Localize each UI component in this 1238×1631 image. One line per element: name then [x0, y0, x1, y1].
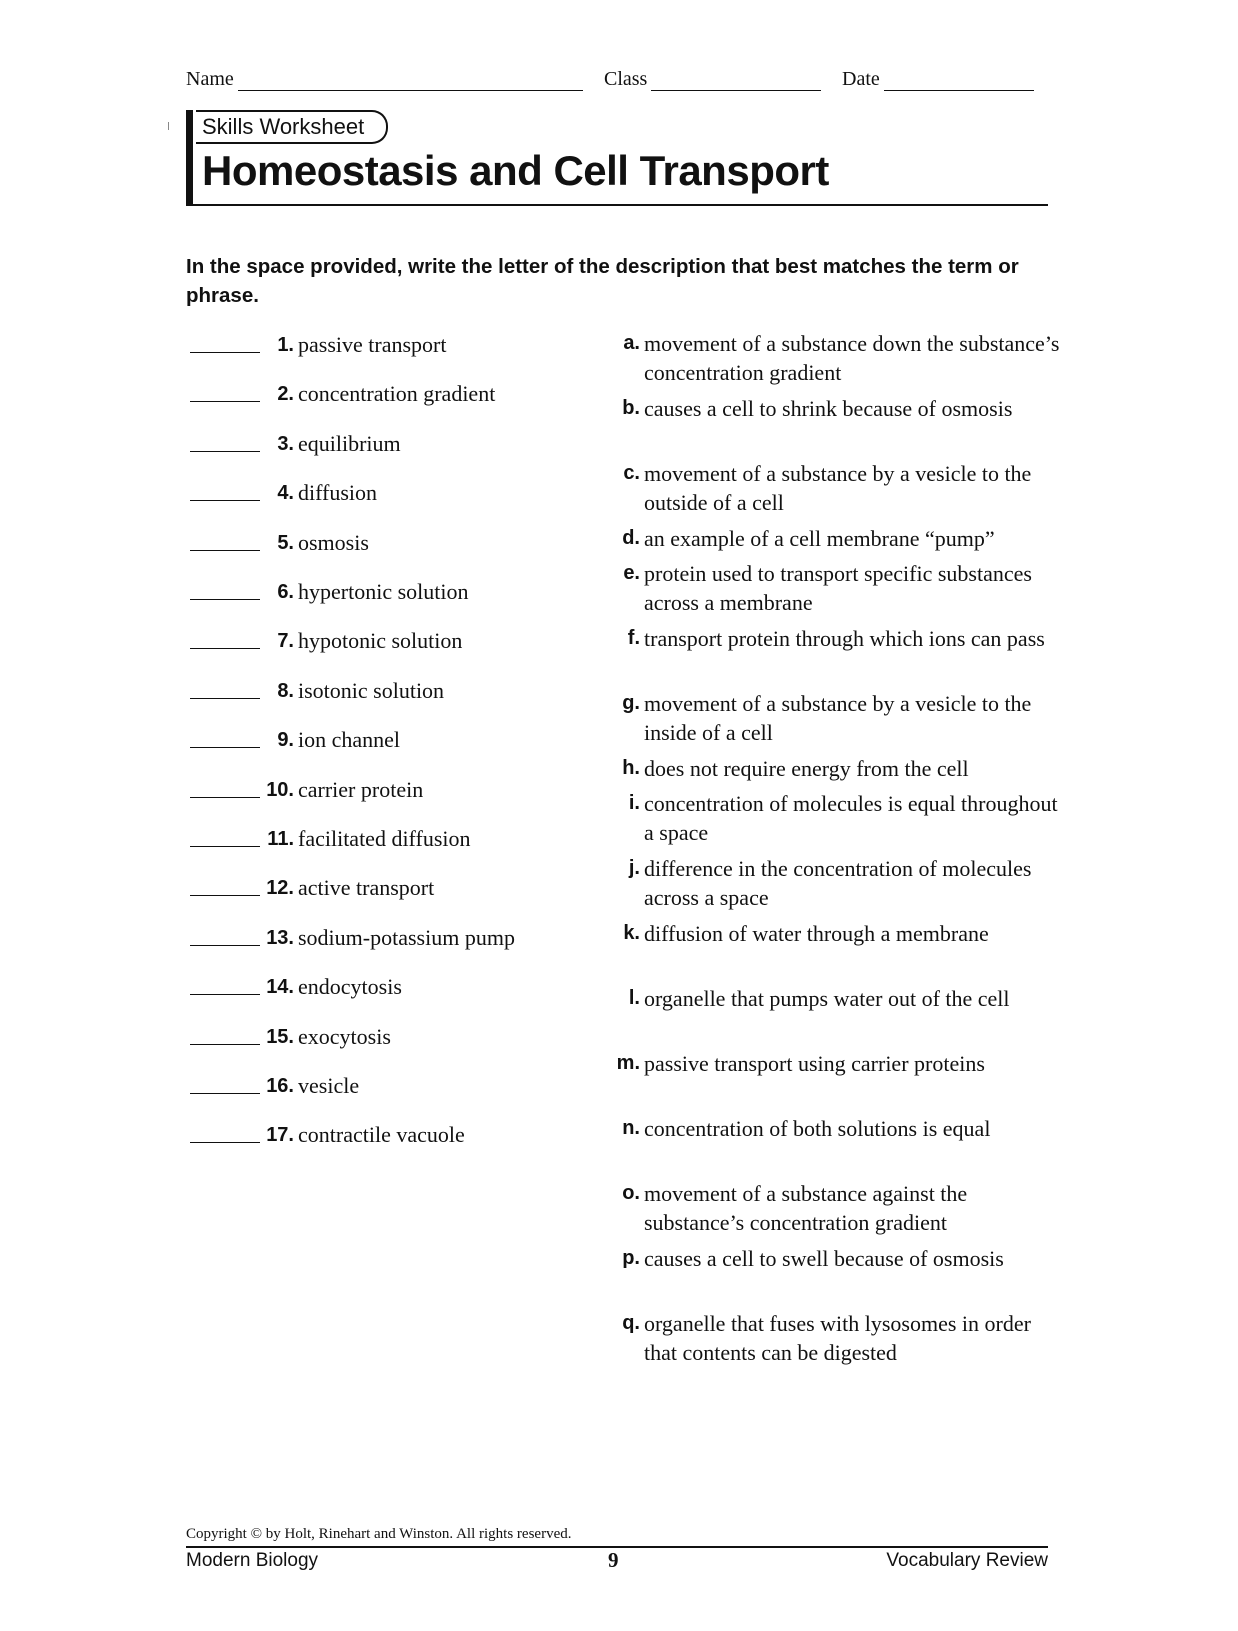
description-letter: m.	[616, 1052, 640, 1074]
term-number-box	[190, 1120, 294, 1150]
description-text: movement of a substance by a vesicle to the outside of a cell	[644, 461, 1032, 515]
term-number: 3.	[277, 432, 294, 455]
term-text: equilibrium	[298, 430, 401, 456]
term-number: 13.	[266, 926, 294, 949]
term-number-box	[190, 1022, 294, 1052]
description-text: passive transport using carrier proteins	[644, 1051, 985, 1076]
answer-blank[interactable]	[190, 1142, 260, 1143]
answer-blank[interactable]	[190, 648, 260, 649]
description-text: protein used to transport specific substances across a membrane	[644, 561, 1032, 615]
term-text: isotonic solution	[298, 677, 445, 703]
term-number-box	[190, 429, 294, 459]
page-title: Homeostasis and Cell Transport	[202, 147, 829, 194]
description-text: diffusion of water through a membrane	[644, 921, 989, 946]
title-block	[186, 108, 1048, 206]
date-label: Date	[842, 68, 880, 90]
description-letter: a.	[623, 332, 640, 354]
term-number-box	[190, 923, 294, 953]
date-line[interactable]	[884, 72, 1034, 91]
student-info-fields	[186, 68, 1046, 96]
date-field[interactable]	[842, 68, 1034, 91]
term-number-box	[190, 873, 294, 903]
answer-blank[interactable]	[190, 994, 260, 995]
description-text: movement of a substance by a vesicle to the inside of a cell	[644, 691, 1032, 745]
term-text: exocytosis	[298, 1023, 391, 1049]
description-letter: p.	[622, 1247, 640, 1269]
description-text: causes a cell to swell because of osmosis	[644, 1246, 1004, 1271]
page-number: 9	[608, 1548, 619, 1572]
answer-blank[interactable]	[190, 500, 260, 501]
description-text: does not require energy from the cell	[644, 756, 969, 781]
term-number: 2.	[277, 383, 294, 406]
term-number-box	[190, 824, 294, 854]
margin-mark	[168, 122, 169, 130]
skills-worksheet-badge: Skills Worksheet	[196, 110, 388, 144]
term-number: 8.	[277, 679, 294, 702]
term-number-box	[190, 528, 294, 558]
term-number: 5.	[277, 531, 294, 554]
term-number: 6.	[277, 581, 294, 603]
answer-blank[interactable]	[190, 747, 260, 748]
term-number-box	[190, 330, 294, 360]
description-text: organelle that fuses with lysosomes in order that contents can be digested	[644, 1311, 1031, 1365]
term-text: passive transport	[298, 332, 447, 357]
description-letter: f.	[627, 627, 640, 649]
class-label: Class	[604, 68, 648, 90]
description-text: organelle that pumps water out of the cell	[644, 986, 1010, 1011]
answer-blank[interactable]	[190, 401, 260, 402]
answer-blank[interactable]	[190, 797, 260, 798]
term-number: 7.	[277, 630, 294, 653]
term-text: ion channel	[298, 727, 401, 753]
description-letter: l.	[628, 987, 640, 1009]
term-number-box	[190, 577, 294, 607]
answer-blank[interactable]	[190, 550, 260, 551]
term-text: concentration gradient	[298, 381, 496, 407]
description-text: movement of a substance against the substance’s concentration gradient	[644, 1181, 968, 1235]
answer-blank[interactable]	[190, 698, 260, 699]
description-text: concentration of molecules is equal throughout a space	[644, 791, 1058, 845]
description-letter: q.	[622, 1312, 640, 1334]
instructions: In the space provided, write the letter of the description that best matches the term or phrase.	[186, 255, 1019, 307]
term-number-box	[190, 972, 294, 1002]
description-letter: d.	[622, 527, 640, 549]
class-line[interactable]	[651, 72, 821, 91]
term-number-box	[190, 478, 294, 508]
term-number-box	[190, 1071, 294, 1101]
term-number: 11.	[267, 828, 294, 850]
term-text: osmosis	[298, 529, 369, 555]
description-letter: o.	[622, 1182, 640, 1204]
description-text: difference in the concentration of molecules across a space	[644, 856, 1032, 910]
answer-blank[interactable]	[190, 1044, 260, 1045]
name-line[interactable]	[238, 72, 583, 91]
description-text: transport protein through which ions can pass	[644, 626, 1045, 651]
description-letter: h.	[622, 757, 640, 779]
term-text: active transport	[298, 875, 435, 901]
name-label: Name	[186, 68, 234, 90]
description-text: concentration of both solutions is equal	[644, 1116, 991, 1141]
footer-book-title: Modern Biology	[186, 1550, 319, 1571]
term-number: 10.	[266, 778, 294, 801]
term-text: hypotonic solution	[298, 628, 463, 654]
description-text: causes a cell to shrink because of osmosis	[644, 396, 1013, 421]
term-number-box	[190, 676, 294, 706]
answer-blank[interactable]	[190, 846, 260, 847]
description-letter: j.	[628, 857, 640, 879]
description-text: an example of a cell membrane “pump”	[644, 526, 995, 551]
term-number: 16.	[266, 1075, 294, 1097]
answer-blank[interactable]	[190, 451, 260, 452]
term-number: 1.	[277, 334, 294, 356]
description-letter: b.	[622, 397, 640, 419]
term-number: 17.	[266, 1124, 294, 1147]
term-number: 4.	[277, 482, 294, 505]
term-text: contractile vacuole	[298, 1122, 465, 1148]
term-text: vesicle	[298, 1073, 360, 1098]
term-text: hypertonic solution	[298, 579, 469, 604]
answer-blank[interactable]	[190, 895, 260, 896]
description-text: movement of a substance down the substance’s concentration gradient	[644, 331, 1060, 385]
term-number: 12.	[266, 877, 294, 900]
description-letter: g.	[622, 692, 640, 714]
term-text: carrier protein	[298, 776, 424, 802]
term-number-box	[190, 379, 294, 409]
title-rule	[186, 204, 1048, 207]
answer-blank[interactable]	[190, 352, 260, 353]
answer-blank[interactable]	[190, 599, 260, 600]
title-bar	[186, 110, 193, 206]
footer-section: Vocabulary Review	[886, 1550, 1048, 1571]
answer-blank[interactable]	[190, 1093, 260, 1094]
description-letter: n.	[622, 1117, 640, 1139]
term-number: 14.	[266, 976, 294, 999]
term-number: 9.	[277, 729, 294, 752]
copyright: Copyright © by Holt, Rinehart and Winston. All rights reserved.	[186, 1526, 572, 1542]
term-number: 15.	[266, 1025, 294, 1048]
term-text: diffusion	[298, 480, 378, 506]
term-number-box	[190, 775, 294, 805]
name-field[interactable]	[186, 68, 583, 91]
description-letter: e.	[623, 562, 640, 584]
class-field[interactable]	[604, 68, 821, 91]
term-text: endocytosis	[298, 974, 402, 1000]
answer-blank[interactable]	[190, 945, 260, 946]
description-letter: i.	[628, 792, 640, 814]
description-letter: k.	[623, 922, 640, 944]
term-text: sodium-potassium pump	[298, 924, 515, 950]
term-text: facilitated diffusion	[298, 826, 471, 851]
term-number-box	[190, 725, 294, 755]
description-letter: c.	[623, 462, 640, 484]
term-number-box	[190, 626, 294, 656]
